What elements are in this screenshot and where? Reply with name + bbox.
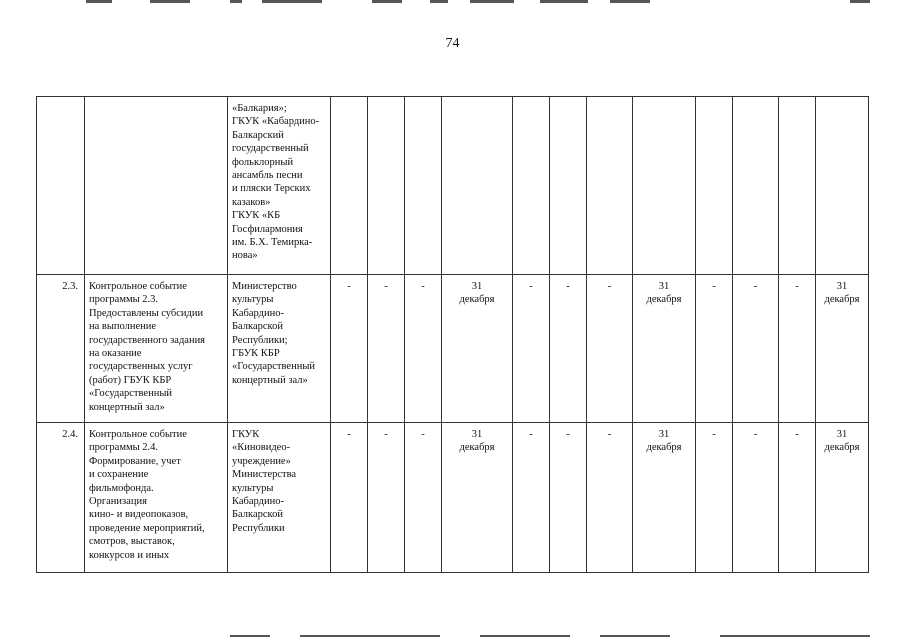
table-row [37, 275, 869, 423]
executor-line: фольклорный [232, 156, 294, 168]
executor-line: Министерства [232, 469, 297, 481]
executor [228, 275, 331, 423]
executor-line: Балкарской [232, 321, 283, 333]
schedule-line: декабря [646, 294, 682, 306]
event-line: на оказание [89, 348, 142, 360]
schedule-cell [405, 275, 442, 423]
schedule-cell [733, 97, 779, 275]
schedule-cell [779, 423, 816, 573]
schedule-line: 31 [471, 281, 483, 292]
schedule-cell [587, 423, 633, 573]
schedule-cell [733, 275, 779, 423]
schedule-line: 31 [836, 429, 848, 440]
event-description [85, 97, 228, 275]
schedule-line: 31 [471, 429, 483, 440]
schedule-cell [696, 423, 733, 573]
schedule-line: 31 [836, 281, 848, 292]
schedule-cell [331, 275, 368, 423]
executor-line: казаков» [232, 196, 271, 208]
schedule-line: - [421, 429, 425, 440]
schedule-line: - [347, 281, 351, 292]
executor-line: «Государственный [232, 361, 315, 373]
executor-line: государственный [232, 143, 309, 155]
schedule-cell [733, 423, 779, 573]
table-row [37, 97, 869, 275]
schedule-line: 31 [658, 429, 670, 440]
event-line: (работ) ГБУК КБР [89, 374, 172, 386]
schedule-line: - [384, 281, 388, 292]
schedule-cell [550, 423, 587, 573]
schedule-cell [816, 275, 869, 423]
schedule-cell [513, 423, 550, 573]
executor-line: им. Б.Х. Темирка- [232, 237, 313, 249]
executor-line: Кабардино- [232, 496, 284, 508]
executor-line: ансамбль песни [232, 170, 303, 182]
schedule-line: - [795, 429, 799, 440]
schedule-line: - [753, 429, 758, 440]
schedule-line: - [566, 281, 570, 292]
row-number [37, 97, 85, 275]
schedule-line: декабря [459, 294, 495, 306]
event-line: Контрольное событие [89, 429, 187, 440]
executor-line: Республики [232, 522, 285, 534]
schedule-line: декабря [646, 442, 682, 454]
schedule-cell [779, 275, 816, 423]
schedule-cell [368, 423, 405, 573]
schedule-line: декабря [824, 442, 860, 454]
schedule-cell [405, 97, 442, 275]
executor-line: Министерство [232, 281, 297, 292]
event-line: Формирование, учет [89, 455, 181, 467]
schedule-cell [442, 275, 513, 423]
executor-line: «Киновидео- [232, 442, 291, 454]
event-line: Организация [89, 496, 147, 508]
schedule-cell [550, 275, 587, 423]
event-line: смотров, выставок, [89, 536, 175, 548]
executor-line: и пляски Терских [232, 183, 311, 195]
executor-line: ГБУК КБР [232, 348, 280, 360]
event-line: концертный зал» [89, 401, 165, 413]
executor-line: ГКУК [232, 429, 260, 440]
schedule-cell [587, 97, 633, 275]
schedule-cell [633, 275, 696, 423]
executor-line: Балкарской [232, 509, 283, 521]
row-number: 2.4. [37, 423, 85, 573]
event-line: фильмофонда. [89, 482, 154, 494]
executor-line: нова» [232, 250, 258, 262]
table-row [37, 423, 869, 573]
schedule-line: - [712, 281, 716, 292]
schedule-cell [816, 423, 869, 573]
page-number: 74 [445, 36, 460, 51]
executor-line: концертный зал» [232, 374, 308, 386]
schedule-cell [779, 97, 816, 275]
executor-line: ГКУК «КБ [232, 210, 281, 222]
scan-bottom-edge-artifact [0, 630, 905, 640]
schedule-line: - [384, 429, 388, 440]
executor-line: учреждение» [232, 455, 291, 467]
event-line: и сохранение [89, 469, 149, 481]
schedule-line: декабря [824, 294, 860, 306]
executor-line: Госфилармония [232, 223, 303, 235]
event-line: государственного задания [89, 334, 206, 346]
event-line: конкурсов и иных [89, 549, 170, 561]
executor-line: Республики; [232, 334, 288, 346]
event-line: программы 2.3. [89, 294, 159, 306]
event-line: кино- и видеопоказов, [89, 509, 189, 521]
event-description [85, 423, 228, 573]
schedule-line: - [529, 429, 533, 440]
schedule-cell [633, 423, 696, 573]
event-line: программы 2.4. [89, 442, 159, 454]
schedule-cell [405, 423, 442, 573]
schedule-line: - [421, 281, 425, 292]
schedule-cell [331, 423, 368, 573]
executor-line: культуры [232, 482, 274, 494]
schedule-cell [442, 423, 513, 573]
schedule-cell [696, 97, 733, 275]
event-line: Контрольное событие [89, 281, 187, 292]
event-line: на выполнение [89, 321, 157, 333]
program-events-table [36, 96, 869, 573]
schedule-cell [696, 275, 733, 423]
schedule-cell [513, 97, 550, 275]
event-line: проведение мероприятий, [89, 522, 205, 534]
schedule-line: - [795, 281, 799, 292]
schedule-cell [633, 97, 696, 275]
event-line: Предоставлены субсидии [89, 307, 204, 319]
event-description [85, 275, 228, 423]
executor [228, 423, 331, 573]
schedule-cell [550, 97, 587, 275]
schedule-line: - [607, 281, 612, 292]
schedule-line: - [753, 281, 758, 292]
event-line: государственных услуг [89, 361, 193, 373]
schedule-cell [368, 97, 405, 275]
schedule-cell [368, 275, 405, 423]
schedule-line: - [712, 429, 716, 440]
executor-line: культуры [232, 294, 274, 306]
schedule-line: 31 [658, 281, 670, 292]
schedule-line: - [529, 281, 533, 292]
schedule-cell [816, 97, 869, 275]
schedule-cell [331, 97, 368, 275]
schedule-line: - [347, 429, 351, 440]
event-line: «Государственный [89, 388, 172, 400]
schedule-line: декабря [459, 442, 495, 454]
schedule-line: - [566, 429, 570, 440]
schedule-cell [442, 97, 513, 275]
scan-top-edge-artifact [0, 0, 905, 8]
executor-line: Балкарский [232, 129, 284, 141]
row-number: 2.3. [37, 275, 85, 423]
executor [228, 97, 331, 275]
executor-line: ГКУК «Кабардино- [232, 116, 320, 128]
executor-line: «Балкария»; [232, 103, 287, 114]
executor-line: Кабардино- [232, 307, 284, 319]
schedule-cell [513, 275, 550, 423]
schedule-cell [587, 275, 633, 423]
schedule-line: - [607, 429, 612, 440]
